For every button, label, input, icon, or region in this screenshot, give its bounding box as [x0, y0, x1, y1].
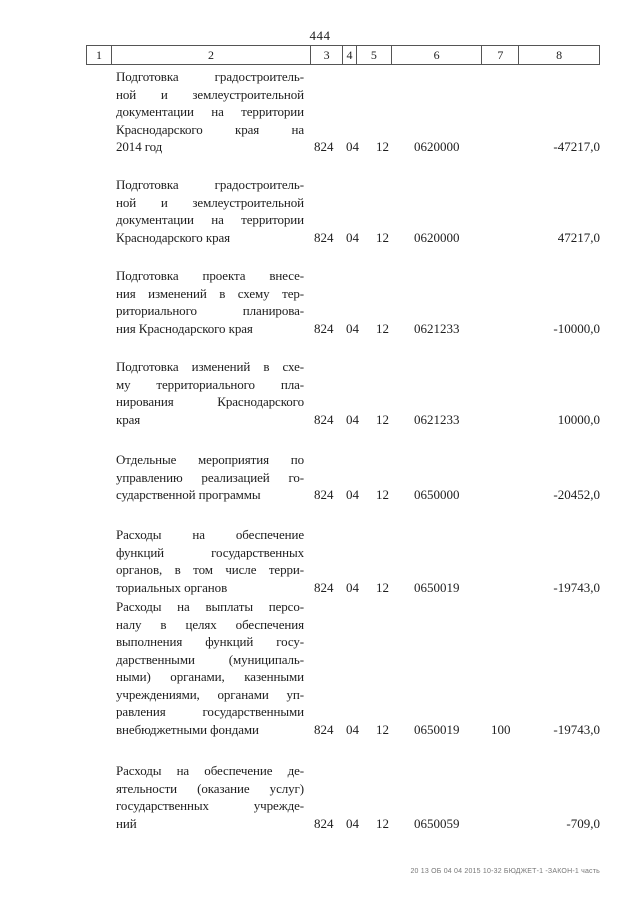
target-article-code: 0621233 — [414, 320, 460, 336]
description-line: ными) органами, казенными — [116, 669, 304, 684]
ved-code: 824 — [314, 411, 334, 427]
expense-type-code: 100 — [491, 721, 511, 737]
header-col-8: 8 — [556, 47, 563, 62]
description-line: функций государственных — [116, 544, 304, 560]
ved-code: 824 — [314, 229, 334, 245]
ved-code: 824 — [314, 815, 334, 831]
description-line: Подготовка градостроитель- — [116, 69, 304, 84]
ved-code: 824 — [314, 721, 334, 737]
description-line: государственных учрежде- — [116, 798, 304, 813]
amount: -47217,0 — [553, 139, 600, 154]
header-col-5: 5 — [357, 46, 392, 64]
amount: 10000,0 — [557, 411, 600, 427]
row-description — [116, 68, 304, 156]
row-description — [116, 358, 304, 428]
target-article-code: 0621233 — [414, 411, 460, 427]
amount: -19743,0 — [553, 721, 600, 737]
table-header — [86, 45, 600, 65]
document-footer: 20 13 ОБ 04 04 2015 10-32 БЮДЖЕТ-1 -ЗАКОН-1 часть — [410, 868, 600, 875]
header-col-4: 4 — [343, 46, 357, 64]
row-description — [116, 598, 304, 738]
row-description — [116, 267, 304, 337]
subsection-code: 12 — [376, 815, 389, 831]
description-line: Расходы на обеспечение де- — [116, 763, 304, 778]
ved-code: 824 — [314, 320, 334, 336]
amount: -19743,0 — [553, 579, 600, 595]
row-description — [116, 451, 304, 504]
subsection-code: 12 — [376, 229, 389, 245]
section-code: 04 — [346, 229, 359, 245]
description-line: ятельности (оказание услуг) — [116, 780, 304, 796]
description-line: дарственными (муниципаль- — [116, 651, 304, 667]
description-line: внебюджетными фондами — [116, 721, 259, 737]
description-line: 2014 год — [116, 139, 163, 154]
section-code: 04 — [346, 320, 359, 336]
ved-code: 824 — [314, 139, 334, 154]
section-code: 04 — [346, 487, 359, 502]
description-line: сударственной программы — [116, 487, 261, 502]
description-line: Отдельные мероприятия по — [116, 452, 304, 467]
description-line: документации на территории — [116, 212, 304, 227]
section-code: 04 — [346, 579, 359, 595]
subsection-code: 12 — [376, 579, 389, 595]
description-line: выполнения функций госу- — [116, 634, 304, 649]
amount: -10000,0 — [553, 320, 600, 336]
subsection-code: 12 — [376, 320, 389, 336]
description-line: учреждениями, органами уп- — [116, 686, 304, 702]
description-line: ной и землеустроительной — [116, 86, 304, 102]
header-col-7: 7 — [482, 46, 519, 64]
amount: 47217,0 — [557, 229, 600, 245]
description-line: нирования Краснодарского — [116, 394, 304, 409]
header-col-3: 3 — [311, 46, 343, 64]
target-article-code: 0650000 — [414, 487, 460, 502]
subsection-code: 12 — [376, 411, 389, 427]
target-article-code: 0650059 — [414, 815, 460, 831]
description-line: края — [116, 411, 141, 427]
target-article-code: 0650019 — [414, 721, 460, 737]
description-line: му территориального пла- — [116, 376, 304, 392]
section-code: 04 — [346, 721, 359, 737]
description-line: Расходы на обеспечение — [116, 527, 304, 542]
description-line: органов, в том числе терри- — [116, 562, 304, 577]
page-number: 444 — [309, 28, 331, 43]
description-line: ния Краснодарского края — [116, 320, 253, 336]
ved-code: 824 — [314, 487, 334, 502]
subsection-code: 12 — [376, 139, 389, 154]
description-line: Подготовка проекта внесе- — [116, 268, 304, 283]
description-line: Подготовка градостроитель- — [116, 177, 304, 192]
amount: -20452,0 — [553, 487, 600, 502]
description-line: Краснодарского края на — [116, 121, 304, 137]
description-line: Расходы на выплаты персо- — [116, 599, 304, 614]
subsection-code: 12 — [376, 721, 389, 737]
description-line: равления государственными — [116, 704, 304, 719]
header-col-2: 2 — [112, 46, 311, 64]
description-line: ной и землеустроительной — [116, 194, 304, 210]
target-article-code: 0620000 — [414, 139, 460, 154]
description-line: Краснодарского края — [116, 229, 231, 245]
target-article-code: 0650019 — [414, 579, 460, 595]
description-line: ния изменений в схему тер- — [116, 285, 304, 301]
description-line: ний — [116, 815, 137, 831]
description-line: налу в целях обеспечения — [116, 616, 304, 632]
row-description — [116, 526, 304, 596]
description-line: управлению реализацией го- — [116, 469, 304, 485]
row-description — [116, 762, 304, 832]
description-line: риториального планирова- — [116, 303, 304, 318]
amount: -709,0 — [566, 815, 600, 831]
header-col-6: 6 — [392, 46, 483, 64]
target-article-code: 0620000 — [414, 229, 460, 245]
row-description — [116, 176, 304, 246]
description-line: Подготовка изменений в схе- — [116, 359, 304, 374]
section-code: 04 — [346, 815, 359, 831]
section-code: 04 — [346, 411, 359, 427]
subsection-code: 12 — [376, 487, 389, 502]
header-col-1: 1 — [87, 46, 112, 64]
description-line: ториальных органов — [116, 579, 228, 595]
description-line: документации на территории — [116, 104, 304, 119]
section-code: 04 — [346, 139, 359, 154]
ved-code: 824 — [314, 579, 334, 595]
